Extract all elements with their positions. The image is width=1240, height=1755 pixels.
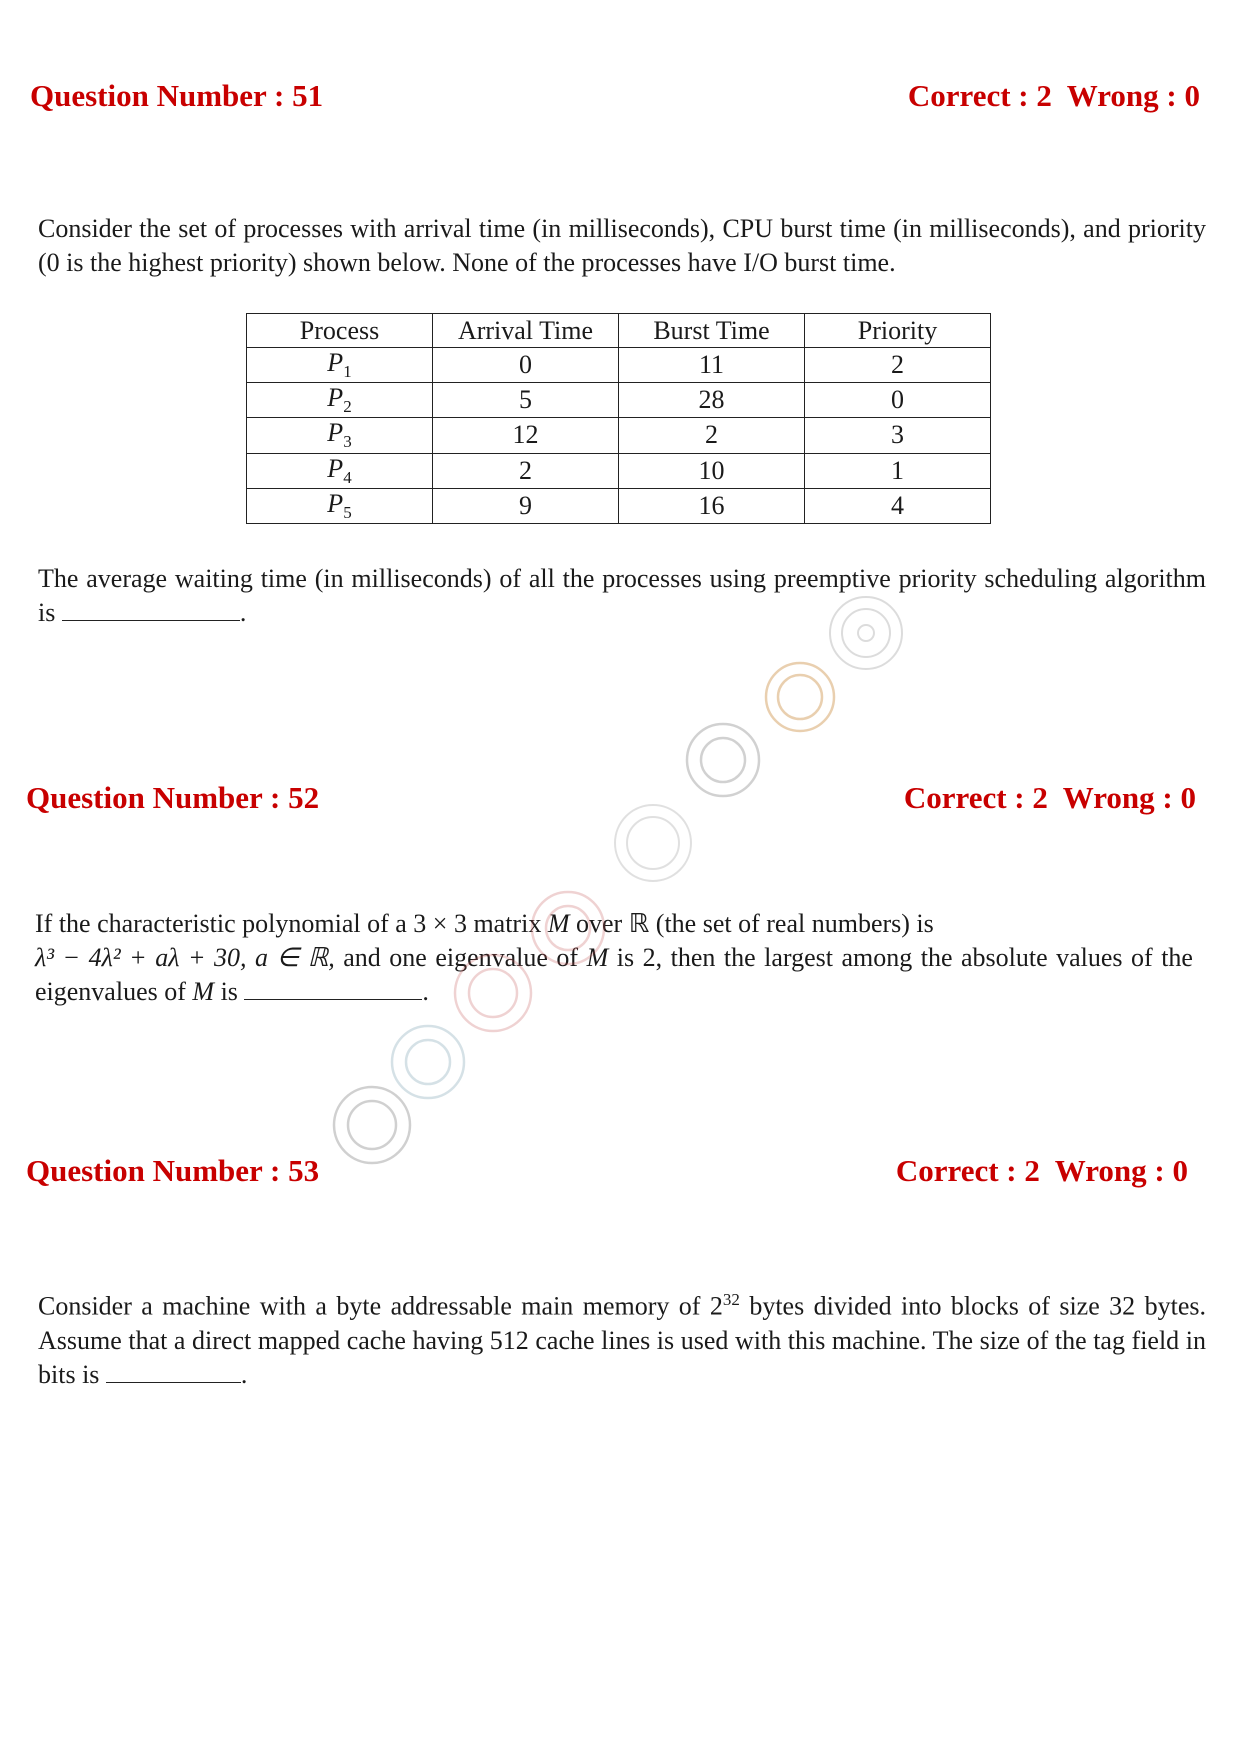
seal-watermark: [392, 1026, 464, 1098]
question-53-text: Consider a machine with a byte addressable main memory of $2^{32}$ bytes divided into blocks of size 32 bytes. Assume that a direct mapped cache having 512 cache lines is used with this machine. The size of the tag field in bits is .: [38, 1290, 1206, 1389]
question-51-paragraph-1: Consider the set of processes with arrival time (in milliseconds), CPU burst time (in milliseconds), and priority (0 is the highest priority) shown below. None of the processes have I/O burst time.: [38, 214, 1206, 277]
priority-cell: 2: [805, 348, 991, 383]
question-number-label: Question Number : 53: [26, 1153, 320, 1188]
answer-blank: [106, 1360, 241, 1383]
column-header-burst-time: Burst Time: [619, 314, 805, 348]
table-row: [247, 383, 991, 418]
seal-watermark: [766, 663, 834, 731]
question-51-paragraph-2: The average waiting time (in milliseconds) of all the processes using preemptive priority scheduling algorithm is: [38, 564, 1206, 627]
burst-time-cell: 2: [619, 418, 805, 453]
question-52-header: [0, 774, 1240, 822]
question-51-text: [38, 212, 1206, 280]
burst-time-cell: 28: [619, 383, 805, 418]
priority-cell: 0: [805, 383, 991, 418]
arrival-time-cell: 9: [433, 488, 619, 523]
question-52-text: If the characteristic polynomial of a 3 × 3 matrix M over ℝ (the set of real numbers) is λ³ − 4λ² + aλ + 30, a ∈ ℝ, and one eigenvalue of M is 2, then the largest among the absolute values of the eigenvalues of M is .: [35, 909, 1193, 1006]
process-name-cell: $P_4$: [247, 453, 433, 488]
column-header-priority: Priority: [805, 314, 991, 348]
arrival-time-cell: 5: [433, 383, 619, 418]
arrival-time-cell: 2: [433, 453, 619, 488]
table-row: [247, 348, 991, 383]
process-table: [246, 313, 991, 524]
process-name-cell: $P_1$: [247, 348, 433, 383]
priority-cell: 4: [805, 488, 991, 523]
question-51-header: [0, 72, 1240, 120]
polynomial: λ³ − 4λ² + aλ + 30,: [35, 943, 247, 972]
marks-label: Correct : 2 Wrong : 0: [895, 1153, 1188, 1188]
burst-time-cell: 11: [619, 348, 805, 383]
process-name-cell: $P_2$: [247, 383, 433, 418]
table-row: [247, 488, 991, 523]
column-header-arrival-time: Arrival Time: [433, 314, 619, 348]
table-header-row: [247, 314, 991, 348]
question-number-label: Question Number : 51: [30, 78, 324, 113]
question-51-prompt: The average waiting time (in milliseconds) of all the processes using preemptive priority scheduling algorithm is .: [38, 564, 1206, 627]
process-name-cell: $P_5$: [247, 488, 433, 523]
burst-time-cell: 10: [619, 453, 805, 488]
table-row: [247, 418, 991, 453]
priority-cell: 3: [805, 418, 991, 453]
marks-label: Correct : 2 Wrong : 0: [907, 78, 1200, 113]
table-row: [247, 453, 991, 488]
burst-time-cell: 16: [619, 488, 805, 523]
arrival-time-cell: 0: [433, 348, 619, 383]
marks-label: Correct : 2 Wrong : 0: [903, 780, 1196, 815]
column-header-process: Process: [247, 314, 433, 348]
question-53-header: [0, 1147, 1240, 1195]
question-number-label: Question Number : 52: [26, 780, 320, 815]
answer-blank: [244, 977, 422, 1000]
arrival-time-cell: 12: [433, 418, 619, 453]
answer-blank: [62, 598, 240, 621]
priority-cell: 1: [805, 453, 991, 488]
process-name-cell: $P_3$: [247, 418, 433, 453]
